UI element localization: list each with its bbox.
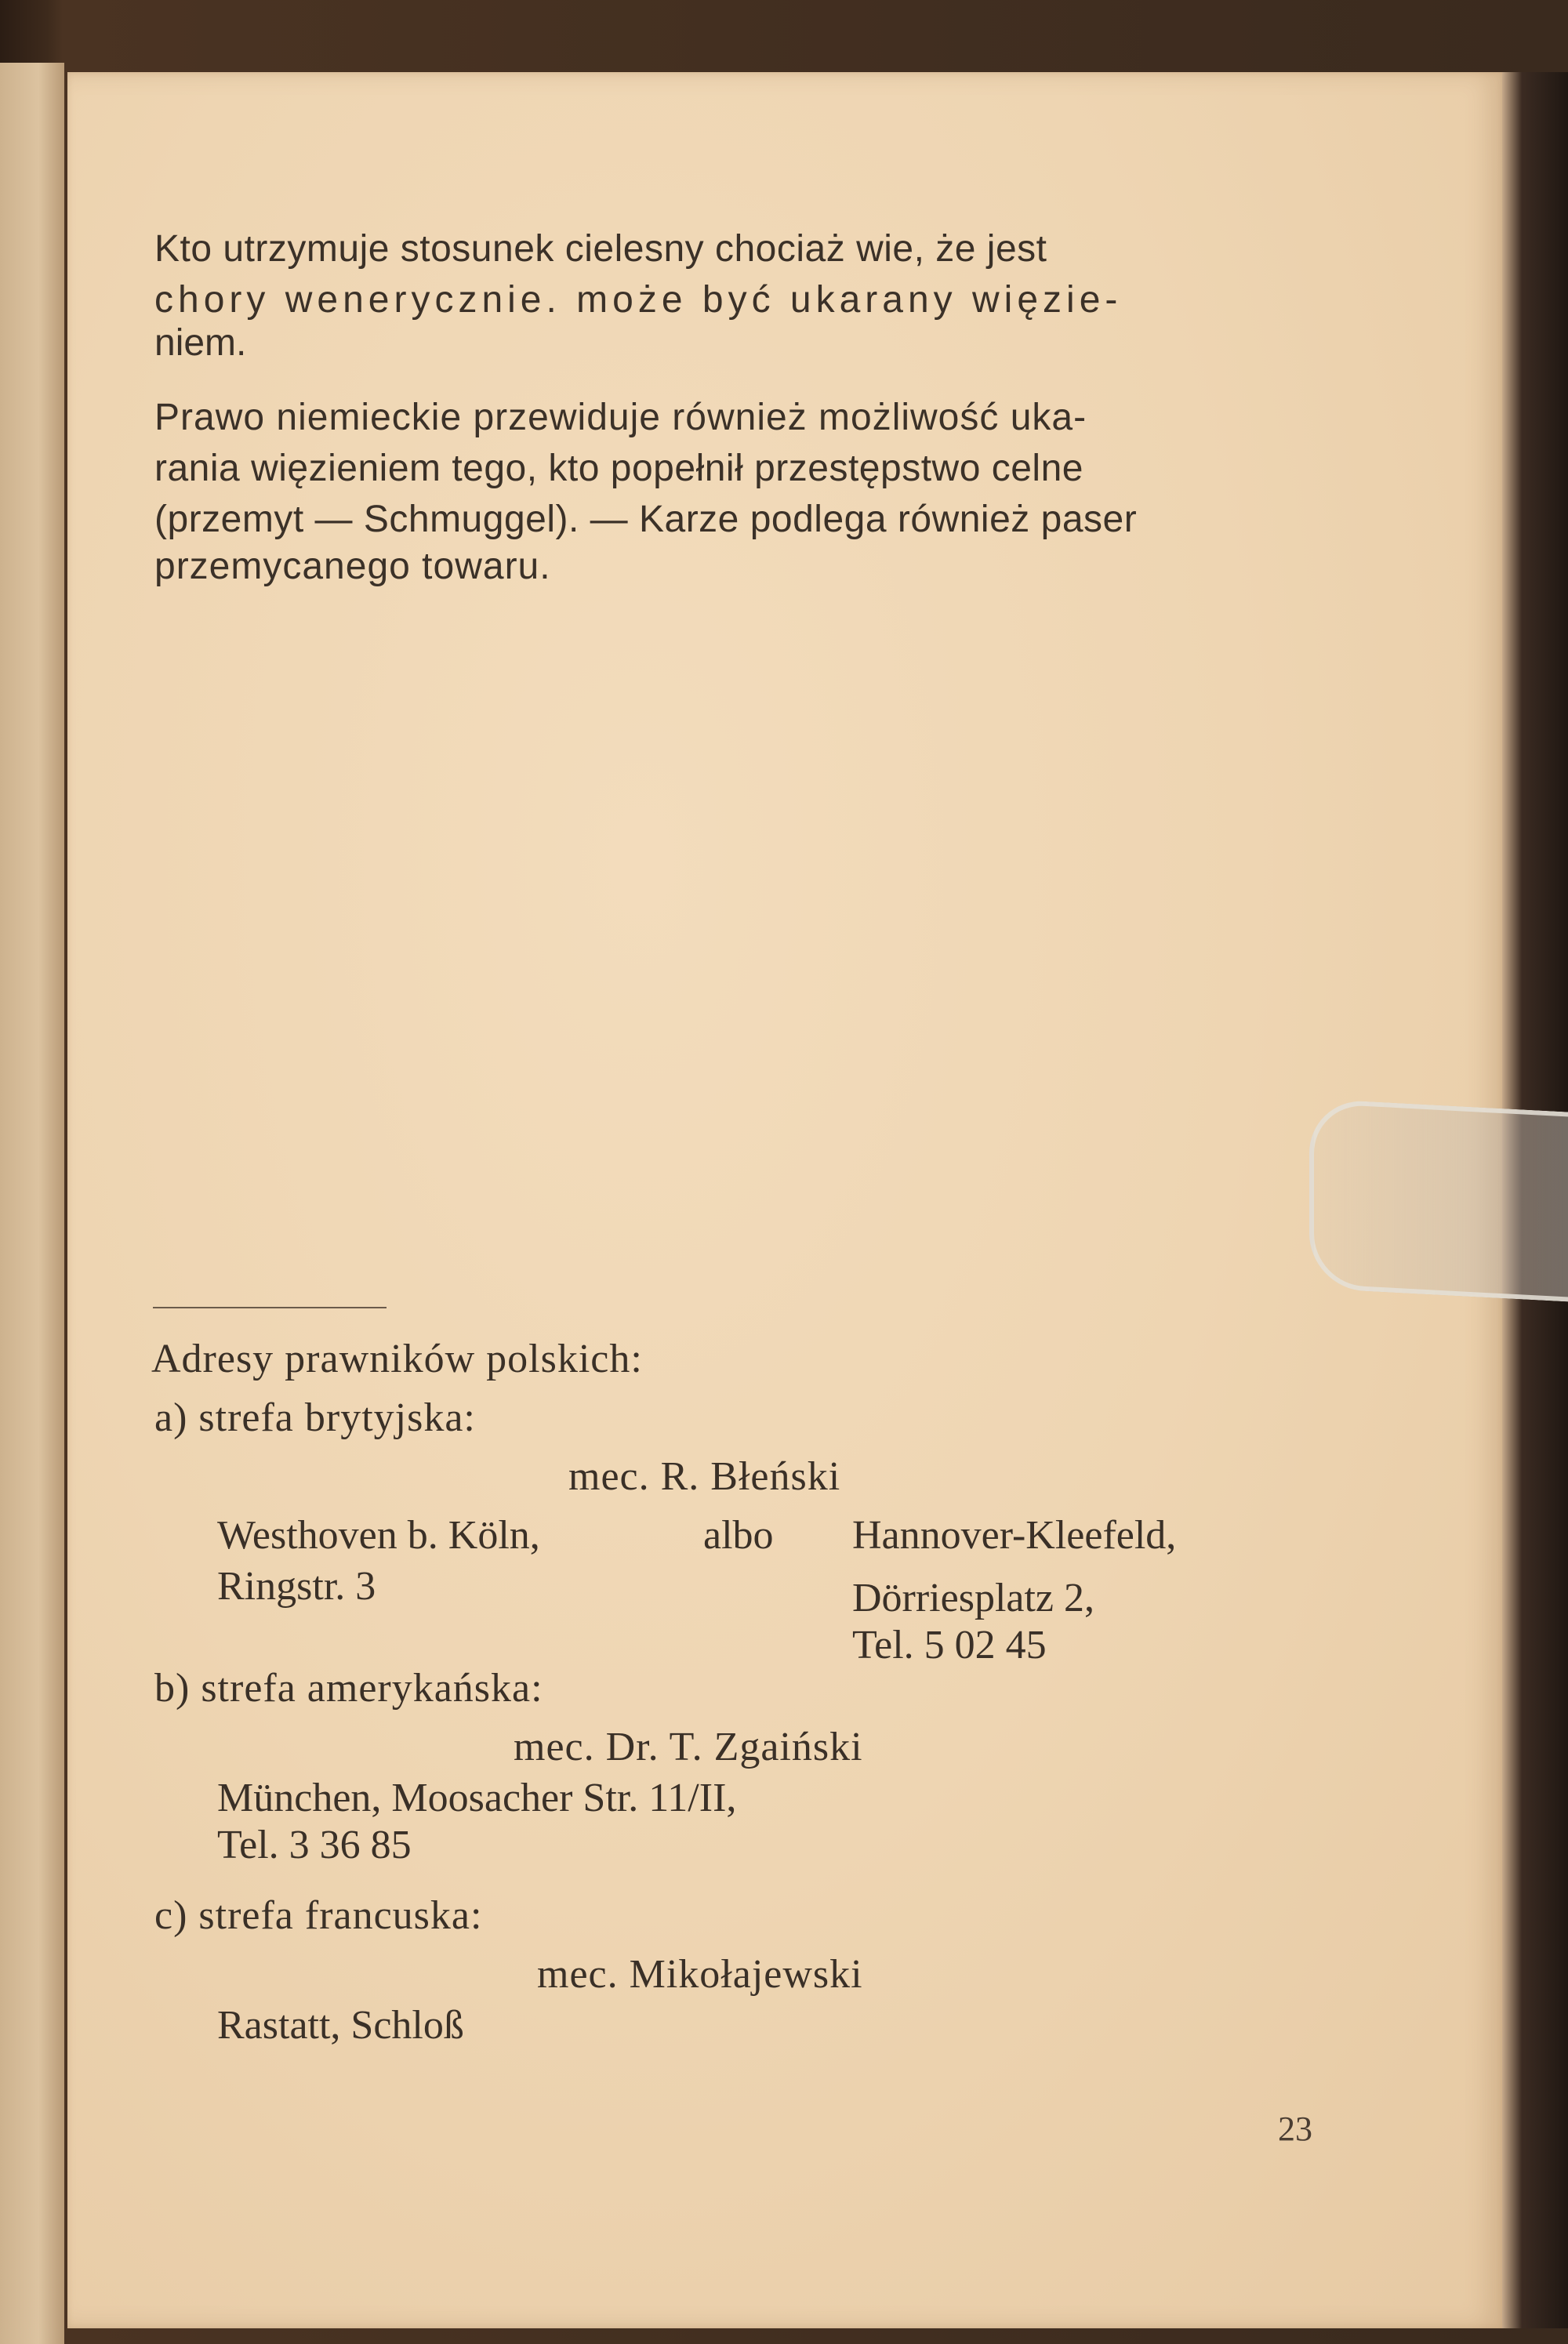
zone-b-lawyer: mec. Dr. T. Zgaiński <box>514 1725 863 1769</box>
previous-page-edge <box>0 63 64 2344</box>
zone-b-label: b) strefa amerykańska: <box>154 1666 543 1711</box>
page-number: 23 <box>1278 2110 1312 2148</box>
p1-line1: Kto utrzymuje stosunek cielesny chociaż wie, że jest <box>154 228 1047 270</box>
p2-line2: rania więzieniem tego, kto popełnił przestępstwo celne <box>154 448 1083 489</box>
zone-a-label: a) strefa brytyjska: <box>154 1395 476 1440</box>
p2-line1: Prawo niemieckie przewiduje również możliwość uka- <box>154 397 1087 438</box>
p2-line3: (przemyt — Schmuggel). — Karze podlega również paser <box>154 499 1138 540</box>
zone-a-right-line1: Hannover-Kleefeld, <box>852 1513 1177 1558</box>
p1-line3: niem. <box>154 322 247 364</box>
zone-a-left-line1: Westhoven b. Köln, <box>217 1513 540 1558</box>
zone-b-line2: Tel. 3 36 85 <box>217 1823 412 1867</box>
zone-c-lawyer: mec. Mikołajewski <box>537 1952 863 1997</box>
p2-line4: przemycanego towaru. <box>154 546 551 587</box>
zone-b-line1: München, Moosacher Str. 11/II, <box>217 1776 737 1820</box>
footnote-rule <box>153 1307 387 1308</box>
zone-a-right-line2: Dörriesplatz 2, <box>852 1576 1095 1620</box>
p1-line2: chory wenerycznie. może być ukarany więzie- <box>154 279 1123 321</box>
zone-a-lawyer: mec. R. Błeński <box>568 1454 841 1499</box>
addresses-heading: Adresy prawników polskich: <box>151 1337 643 1381</box>
zone-a-right-line3: Tel. 5 02 45 <box>852 1623 1047 1667</box>
zone-a-left-line2: Ringstr. 3 <box>217 1564 376 1609</box>
zone-a-connector: albo <box>703 1513 774 1558</box>
bookmark-clip <box>1309 1098 1568 1302</box>
zone-c-line1: Rastatt, Schloß <box>217 2003 464 2048</box>
zone-c-label: c) strefa francuska: <box>154 1893 483 1938</box>
